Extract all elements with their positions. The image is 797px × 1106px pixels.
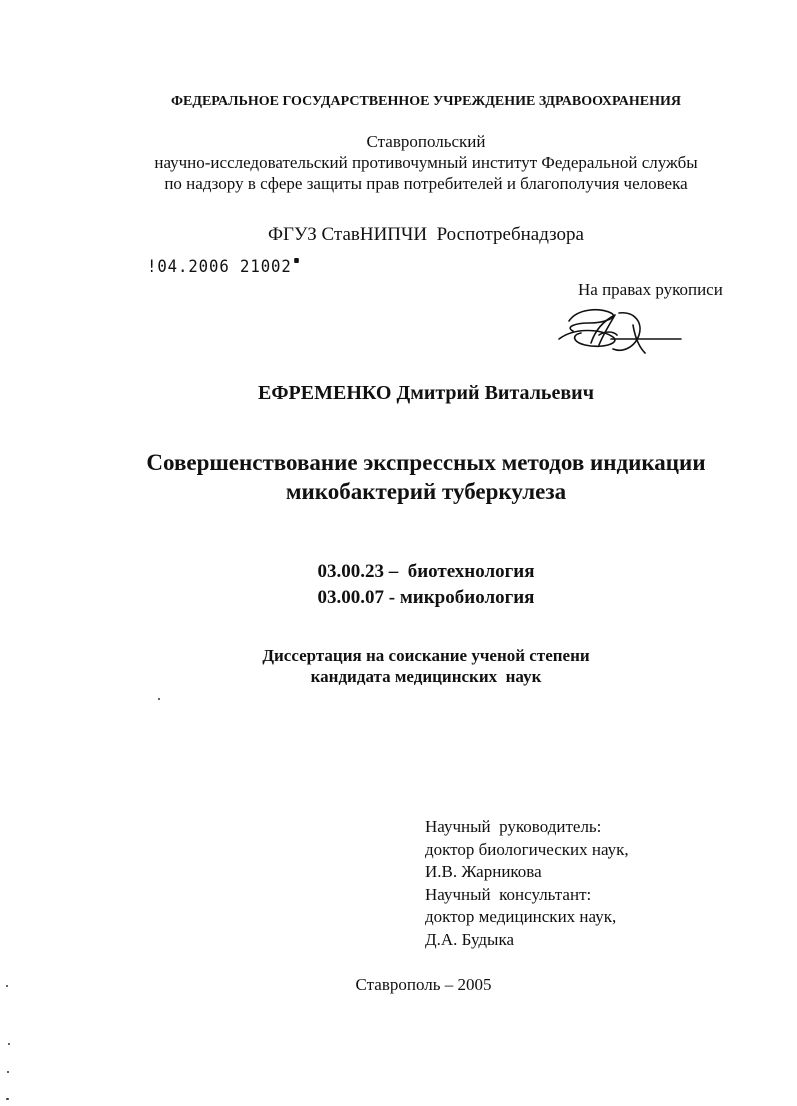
signature-icon: [555, 301, 685, 366]
institution-header: ФЕДЕРАЛЬНОЕ ГОСУДАРСТВЕННОЕ УЧРЕЖДЕНИЕ ЗДРАВООХРАНЕНИЯ: [170, 94, 682, 109]
scan-speck: [158, 698, 160, 700]
title-line-1: Совершенствование экспрессных методов индикации: [146, 450, 706, 475]
institute-line-2: научно-исследовательский противочумный институт Федеральной службы: [154, 153, 698, 172]
supervisor-line-4: Научный консультант:: [425, 884, 592, 904]
supervisor-line-3: И.В. Жарникова: [425, 862, 542, 881]
manuscript-note: На правах рукописи: [578, 280, 723, 299]
supervisor-line-2: доктор биологических наук,: [425, 839, 629, 859]
author-name: ЕФРЕМЕНКО Дмитрий Витальевич: [258, 382, 594, 404]
dissertation-line-1: Диссертация на соискание ученой степени: [262, 646, 590, 665]
supervisors-block: [425, 816, 629, 951]
supervisor-line-1: Научный руководитель:: [425, 817, 602, 836]
institute-line-1: Ставропольский: [366, 132, 486, 151]
scan-speck: [7, 1071, 9, 1073]
scan-speck: [6, 985, 8, 987]
specialty-line-1: 03.00.23 – биотехнология: [317, 561, 535, 582]
scan-speck: [6, 1098, 9, 1100]
title-line-2: микобактерий туберкулеза: [285, 479, 567, 504]
institute-line-3: по надзору в сфере защиты прав потребителей и благополучия человека: [164, 174, 688, 193]
institute-abbreviation: ФГУЗ СтавНИПЧИ Роспотребнадзора: [268, 224, 584, 245]
registration-stamp: [147, 257, 299, 277]
specialty-line-2: 03.00.07 - микробиология: [317, 587, 535, 608]
supervisor-line-6: Д.А. Будыка: [425, 929, 515, 949]
stamp-dot-icon: [294, 258, 299, 263]
scan-speck: [8, 1043, 10, 1045]
dissertation-line-2: кандидата медицинских наук: [310, 667, 542, 686]
stamp-number: !04.2006 21002: [147, 257, 292, 277]
supervisor-line-5: доктор медицинских наук,: [425, 907, 617, 926]
city-year: Ставрополь – 2005: [355, 975, 492, 994]
